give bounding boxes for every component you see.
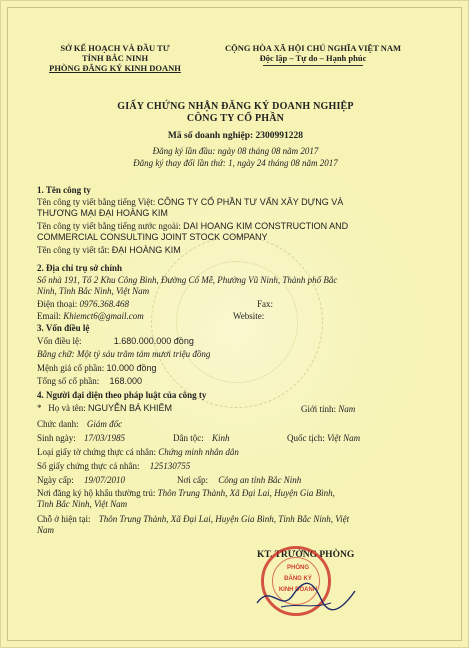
position-label: Chức danh: (37, 419, 79, 429)
email (37, 311, 144, 322)
representative-name-label: Họ và tên: (48, 403, 86, 413)
national-title: CỘNG HÒA XÃ HỘI CHỦ NGHĨA VIỆT NAM (224, 43, 402, 53)
nationality-label: Quốc tịch: (287, 433, 325, 443)
dob-label: Sinh ngày: (37, 433, 76, 443)
nationality (287, 433, 360, 444)
nationality-value: Việt Nam (327, 433, 361, 443)
section-3-heading: 3. Vốn điều lệ (37, 323, 90, 333)
company-name-vn (37, 197, 343, 208)
company-name-foreign-label: Tên công ty viết bằng tiếng nước ngoài: (37, 221, 181, 231)
permanent-residence-value-2: Tỉnh Bắc Ninh, Việt Nam (37, 499, 128, 509)
issue-date-label: Ngày cấp: (37, 475, 74, 485)
change-registration: Đăng ký thay đổi lần thứ: 1, ngày 24 tháng 08 năm 2017 (133, 158, 338, 168)
id-type (37, 447, 239, 458)
permanent-residence-value: Thôn Trung Thành, Xã Đại Lai, Huyện Gia Bình, (157, 488, 335, 498)
email-label: Email: (37, 311, 61, 321)
enterprise-code: Mã số doanh nghiệp: 2300991228 (167, 131, 304, 141)
issuer-line-3: PHÒNG ĐĂNG KÝ KINH DOANH (49, 63, 181, 73)
seal-text-bottom: KINH DOANH (278, 587, 318, 593)
company-name-foreign (37, 221, 348, 232)
phone-value: 0976.368.468 (79, 299, 129, 309)
fax-label: Fax: (257, 299, 274, 309)
capital-in-words-value: Một tỷ sáu trăm tám mươi triệu đồng (76, 349, 211, 359)
gender-label: Giới tính: (301, 404, 337, 414)
par-value-value: 10.000 đồng (106, 363, 157, 373)
company-name-vn-label: Tên công ty viết bằng tiếng Việt: (37, 197, 156, 207)
website-label: Website: (233, 311, 265, 321)
par-value (37, 363, 157, 374)
issue-date-value: 19/07/2010 (83, 475, 125, 485)
ethnicity-value: Kinh (212, 433, 230, 443)
capital-in-words-label: Bằng chữ: (37, 349, 75, 359)
issue-place-label: Nơi cấp: (177, 475, 208, 485)
company-name-foreign-value: DAI HOANG KIM CONSTRUCTION AND (183, 221, 349, 231)
permanent-residence-label: Nơi đăng ký hộ khẩu thường trú: (37, 488, 156, 498)
signatory-title: KT. TRƯỞNG PHÒNG (257, 550, 355, 560)
ethnicity (173, 433, 230, 444)
charter-capital-value: 1.680.000.000 đồng (113, 336, 194, 346)
current-residence-label: Chỗ ở hiện tại: (37, 514, 91, 524)
id-type-label: Loại giấy tờ chứng thực cá nhân: (37, 447, 156, 457)
date-of-birth (37, 433, 125, 444)
national-motto: Độc lập – Tự do – Hạnh phúc (259, 53, 367, 63)
ethnicity-label: Dân tộc: (173, 433, 204, 443)
email-value: Khiemct6@gmail.com (63, 311, 144, 321)
company-short-name-value: ĐẠI HOÀNG KIM (111, 245, 181, 255)
charter-capital (37, 336, 194, 347)
position-value: Giám đốc (86, 419, 123, 429)
issue-place-value: Công an tỉnh Bắc Ninh (218, 475, 302, 485)
phone (37, 299, 129, 310)
position (37, 419, 122, 430)
company-name-vn-value: CÔNG TY CỔ PHẦN TƯ VẤN XÂY DỰNG VÀ (157, 197, 344, 207)
phone-label: Điện thoại: (37, 299, 78, 309)
par-value-label: Mệnh giá cổ phần: (37, 363, 105, 373)
issuer-header (45, 43, 185, 73)
company-name-foreign-value-2: COMMERCIAL CONSULTING JOINT STOCK COMPANY (37, 232, 268, 242)
motto-underline (263, 65, 363, 66)
current-residence-value-2: Nam (37, 525, 55, 535)
doc-title: GIẤY CHỨNG NHẬN ĐĂNG KÝ DOANH NGHIỆP (117, 101, 354, 112)
issuer-line-2: TỈNH BẮC NINH (81, 53, 149, 63)
id-number-value: 125130755 (149, 461, 191, 471)
company-name-vn-value-2: THƯƠNG MẠI ĐẠI HOÀNG KIM (37, 208, 168, 218)
address-line-1: Số nhà 191, Tổ 2 Khu Công Bình, Đường Cổ Mễ, Phường Vũ Ninh, Thành phố Bắc (37, 275, 338, 285)
permanent-residence (37, 488, 335, 499)
issue-date (37, 475, 125, 486)
seal-text-mid: ĐĂNG KÝ (284, 576, 312, 582)
id-number-label: Số giấy chứng thực cá nhân: (37, 461, 140, 471)
id-type-value: Chứng minh nhân dân (158, 447, 239, 457)
charter-capital-label: Vốn điều lệ: (37, 336, 82, 346)
section-4-heading: 4. Người đại diện theo pháp luật của công ty (37, 390, 207, 400)
dob-value: 17/03/1985 (84, 433, 126, 443)
issue-place (177, 475, 301, 486)
current-residence (37, 514, 349, 525)
id-number (37, 461, 190, 472)
first-registration: Đăng ký lần đầu: ngày 08 tháng 08 năm 2017 (152, 146, 319, 156)
gender-value: Nam (338, 404, 356, 414)
national-header (213, 43, 413, 63)
total-shares (37, 376, 142, 387)
total-shares-label: Tổng số cổ phần: (37, 376, 100, 386)
current-residence-value: Thôn Trung Thành, Xã Đại Lai, Huyện Gia Bình, Tỉnh Bắc Ninh, Việt (98, 514, 350, 524)
gender (301, 404, 355, 415)
bullet-icon: * (37, 403, 46, 413)
doc-subtitle: CÔNG TY CỔ PHẦN (186, 113, 285, 124)
handwritten-signature (251, 573, 361, 619)
section-2-heading: 2. Địa chỉ trụ sở chính (37, 263, 122, 273)
company-short-name-label: Tên công ty viết tắt: (37, 245, 110, 255)
seal-text-top: PHÒNG (286, 565, 309, 571)
section-1-heading: 1. Tên công ty (37, 185, 91, 195)
address-line-2: Ninh, Tỉnh Bắc Ninh, Việt Nam (37, 286, 150, 296)
representative-name-value: NGUYỄN BÁ KHIÊM (88, 403, 173, 413)
issuer-line-1: SỞ KẾ HOẠCH VÀ ĐẦU TƯ (60, 43, 170, 53)
capital-in-words (37, 349, 210, 360)
total-shares-value: 168.000 (109, 376, 143, 386)
company-short-name (37, 245, 181, 256)
representative-name (37, 403, 172, 414)
